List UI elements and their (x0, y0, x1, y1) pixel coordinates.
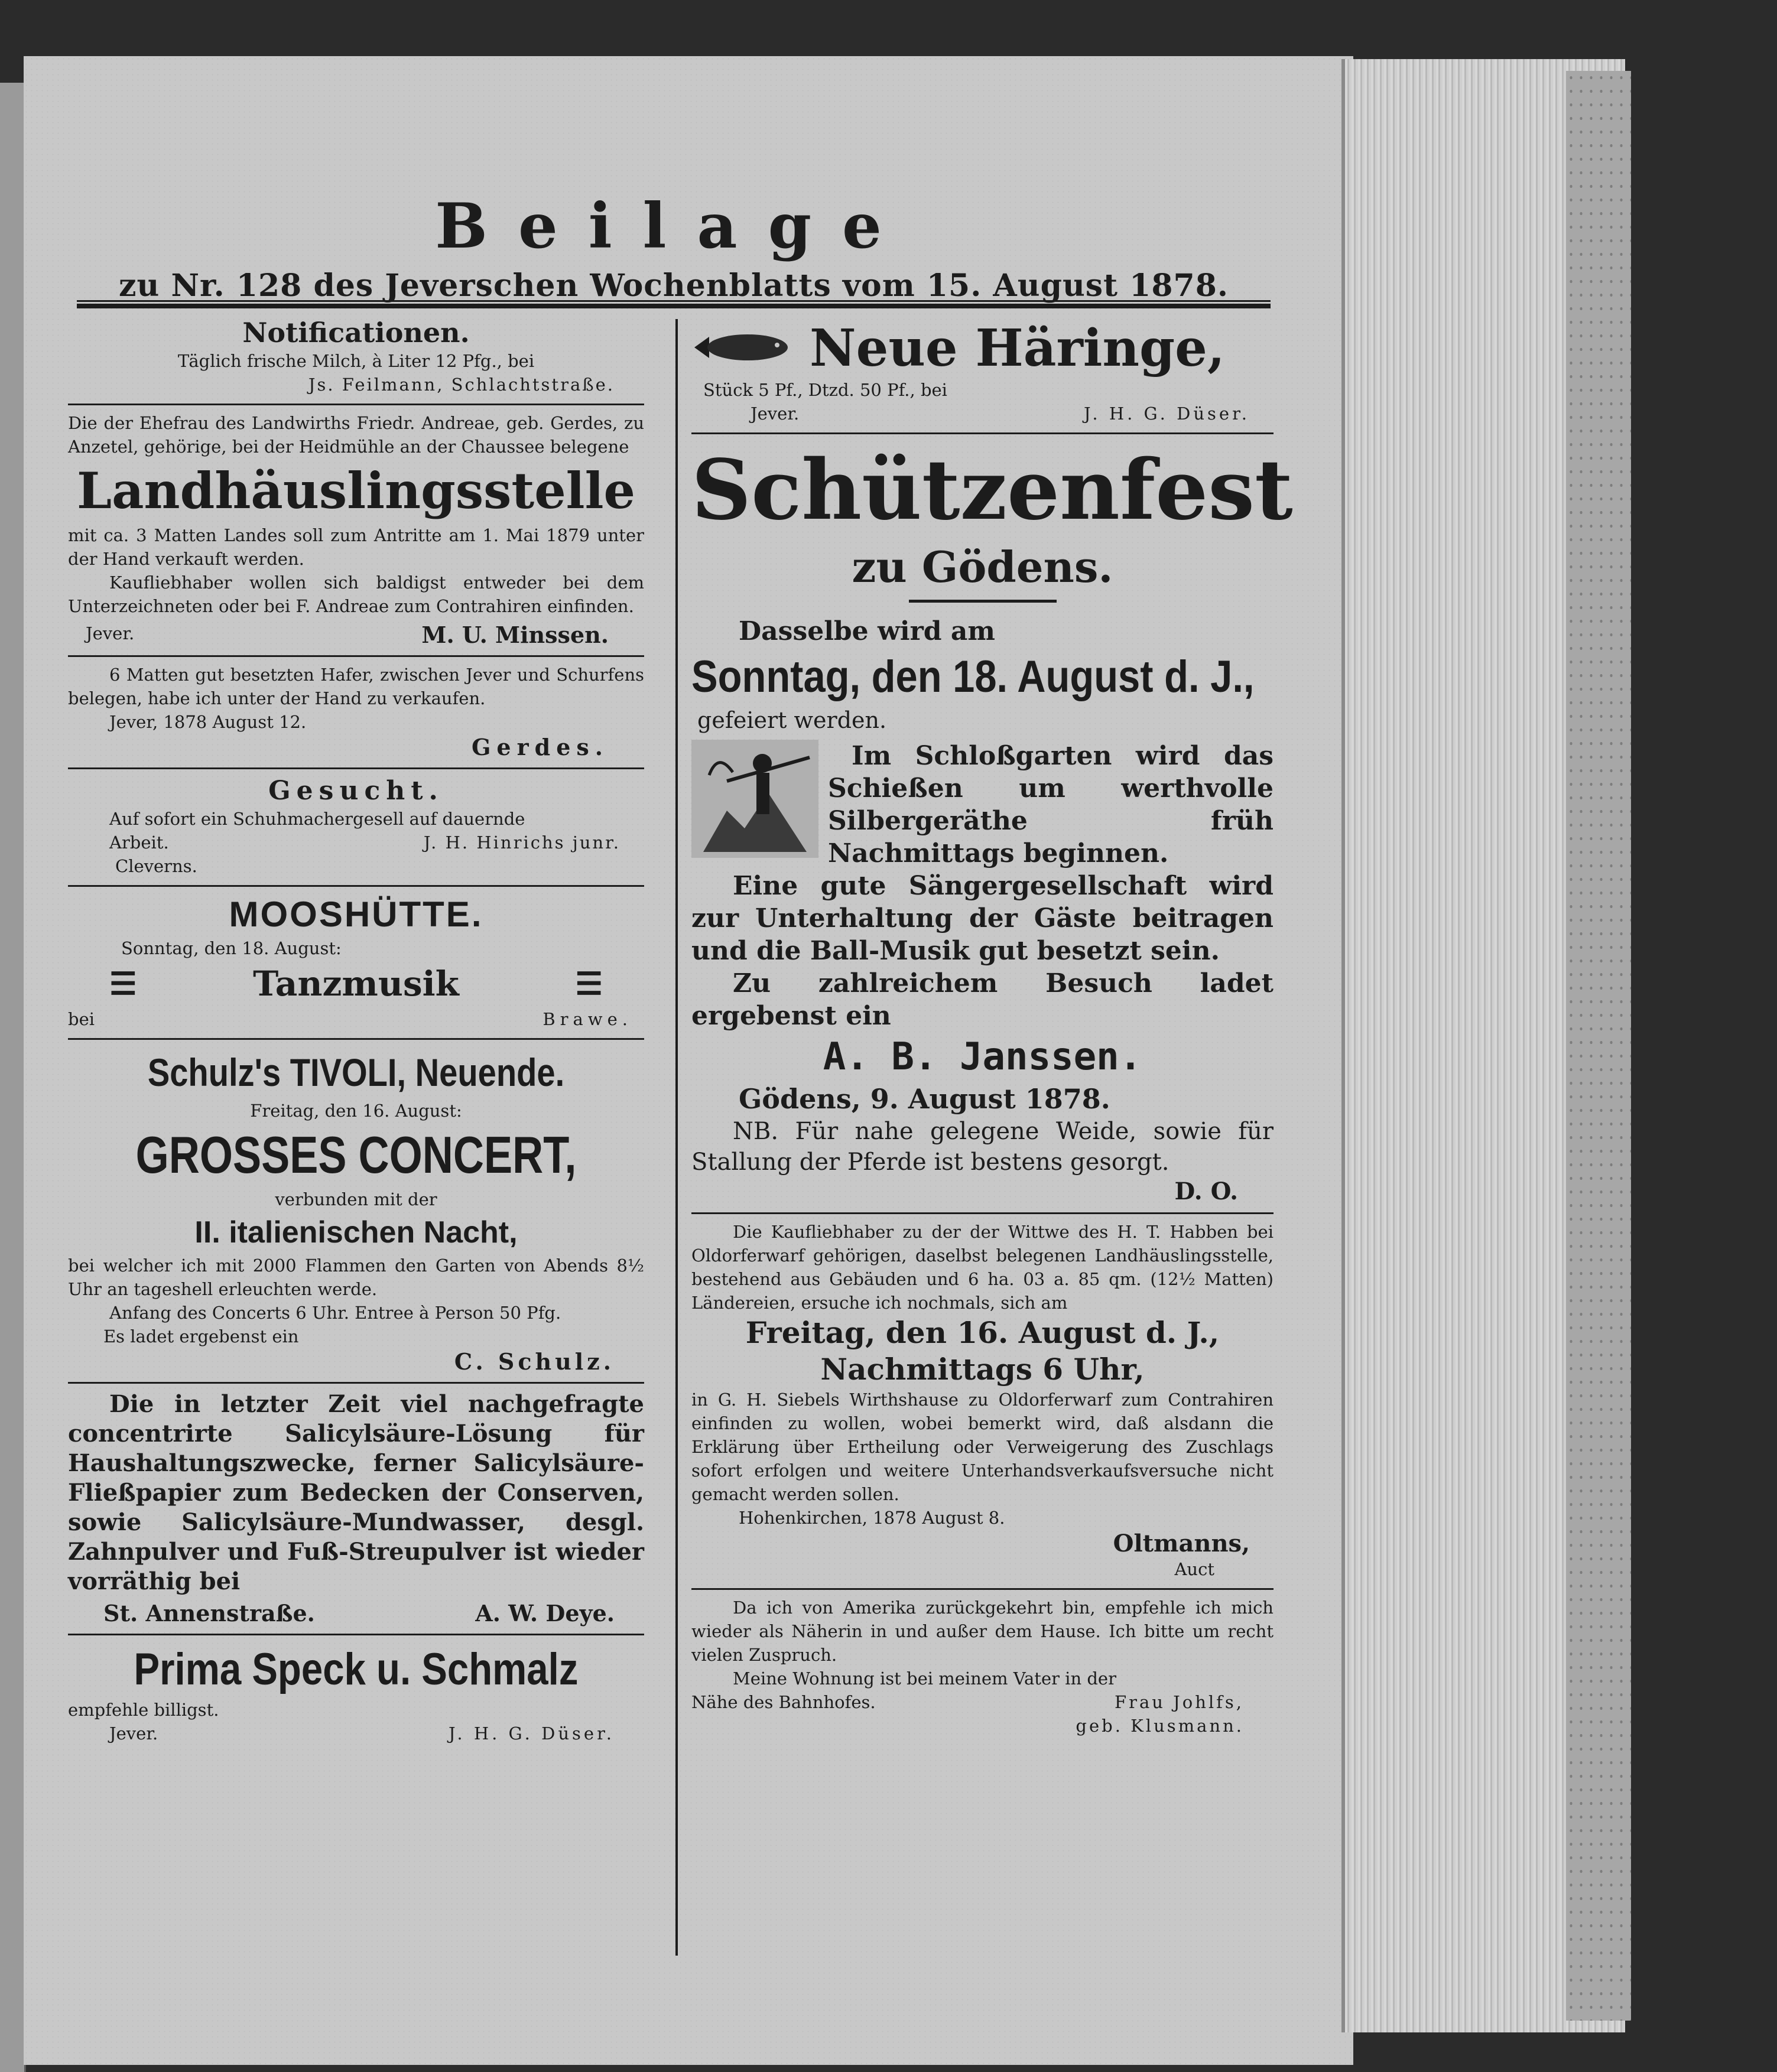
mooshuette-right-bar-icon: ☰ (575, 965, 603, 1002)
supplement-title: Beilage (435, 189, 912, 262)
hafer-signer: Gerdes. (471, 734, 609, 760)
notification-line-1: Täglich frische Milch, à Liter 12 Pfg., bei (177, 351, 535, 371)
speck-line: empfehle billigst. (68, 1700, 219, 1720)
hafer-body: 6 Matten gut besetzten Hafer, zwischen Jever und Schurfens belegen, habe ich unter der Hand zu verkaufen. (68, 665, 644, 708)
column-rule (675, 319, 678, 1956)
haering-signer: J. H. G. Düser. (1084, 404, 1250, 424)
amerika-body-2b: Nähe des Bahnhofes. (691, 1692, 876, 1712)
haering-ad (691, 313, 1274, 434)
header-rule (77, 300, 1271, 308)
schuetzenfest-celebrated: gefeiert werden. (697, 707, 887, 733)
mooshuette-host: Brawe. (542, 1009, 632, 1029)
notification-ad (68, 310, 644, 405)
notification-heading: Notificationen. (242, 317, 470, 349)
amerika-body-1: Da ich von Amerika zurückgekehrt bin, empfehle ich mich wieder als Näherin in und außer dem Hause. Ich bitte um recht vielen Zuspruch. (691, 1598, 1274, 1665)
schuetzenfest-initials: D. O. (1174, 1178, 1238, 1205)
mooshuette-title: MOOSHÜTTE. (229, 894, 483, 934)
hafer-ad (68, 657, 644, 769)
supplement-subtitle: zu Nr. 128 des Jeverschen Wochenblatts vom 15. August 1878. (119, 268, 1229, 304)
book-left-edge (0, 83, 26, 2072)
amerika-ad (691, 1590, 1274, 1745)
landhaus-ad (68, 405, 644, 657)
mooshuette-date: Sonntag, den 18. August: (121, 938, 342, 958)
schuetzenfest-divider (909, 600, 1057, 603)
landhaus-body-1: mit ca. 3 Matten Landes soll zum Antritte am 1. Mai 1879 unter der Hand verkauft werden. (68, 525, 644, 569)
mooshuette-bei: bei (68, 1009, 95, 1029)
schuetzenfest-body-2: Eine gute Sängergesellschaft wird zur Unterhaltung der Gäste beitragen und die Ball-Musik gut besetzt sein. (691, 871, 1274, 966)
tivoli-start: Anfang des Concerts 6 Uhr. Entree à Person 50 Pfg. (109, 1303, 561, 1323)
tivoli-night: II. italienischen Nacht, (194, 1215, 518, 1250)
schuetzenfest-title: Schützenfest (691, 442, 1293, 539)
habben-signer: Oltmanns, (1113, 1530, 1250, 1557)
schuetzenfest-body-1: Im Schloßgarten wird das Schießen um werthvolle Silbergeräthe früh Nachmittags beginnen. (828, 741, 1274, 869)
tivoli-title: Schulz's TIVOLI, Neuende. (147, 1050, 565, 1094)
schuetzenfest-body-3: Zu zahlreichem Besuch ladet ergebenst ein (691, 968, 1274, 1031)
haering-place: Jever. (751, 404, 800, 424)
habben-body-2: in G. H. Siebels Wirthshause zu Oldorferwarf zum Contrahiren einfinden zu wollen, wobei bemerkt wird, daß alsdann die Erklärung über Ertheilung oder Verweigerung des Zuschlags sofort erfolgen und weitere Unterhandsverkaufsversuche nicht gemacht werden sollen. (691, 1390, 1274, 1504)
salicyl-ad (68, 1384, 644, 1635)
gesucht-place: Cleverns. (115, 856, 197, 876)
habben-date-2: Nachmittags 6 Uhr, (820, 1352, 1145, 1387)
habben-body-1: Die Kaufliebhaber zu der der Wittwe des H. T. Habben bei Oldorferwarf gehörigen, daselbst belegenen Landhäuslingsstelle, bestehend aus Gebäuden und 6 ha. 03 a. 85 qm. (12½ Matten) Ländereien, ersuche ich nochmals, sich am (691, 1222, 1274, 1313)
schuetzenfest-ad (691, 434, 1293, 1214)
speck-signer: J. H. G. Düser. (449, 1723, 615, 1744)
marksman-illustration-icon (691, 740, 818, 870)
landhaus-signer: M. U. Minssen. (421, 622, 609, 648)
tivoli-body: bei welcher ich mit 2000 Flammen den Garten von Abends 8½ Uhr an tageshell erleuchten werde. (68, 1255, 644, 1299)
schuetzenfest-sub: zu Gödens. (852, 542, 1113, 592)
hafer-date: Jever, 1878 August 12. (109, 712, 307, 732)
schuetzenfest-nb: NB. Für nahe gelegene Weide, sowie für Stallung der Pferde ist bestens gesorgt. (691, 1118, 1274, 1176)
notification-line-2: Js. Feilmann, Schlachtstraße. (308, 375, 615, 395)
tivoli-invite: Es ladet ergebenst ein (103, 1326, 299, 1346)
tivoli-ad (68, 1040, 644, 1384)
gesucht-line-1: Auf sofort ein Schuhmachergesell auf dauernde (109, 809, 525, 829)
speck-ad (68, 1635, 644, 1752)
gesucht-line-2a: Arbeit. (109, 832, 169, 853)
habben-date-1: Freitag, den 16. August d. J., (745, 1315, 1220, 1350)
salicyl-signer: A. W. Deye. (475, 1600, 615, 1627)
landhaus-intro: Die der Ehefrau des Landwirths Friedr. Andreae, geb. Gerdes, zu Anzetel, gehörige, bei der Heidmühle an der Chaussee belegene (68, 413, 644, 457)
schuetzenfest-dateline: Gödens, 9. August 1878. (739, 1083, 1110, 1115)
left-column (68, 310, 644, 1752)
speck-place: Jever. (109, 1723, 158, 1744)
salicyl-place: St. Annenstraße. (103, 1600, 315, 1627)
fish-icon (691, 330, 792, 367)
amerika-body-2a: Meine Wohnung ist bei meinem Vater in der (733, 1668, 1116, 1689)
schuetzenfest-intro: Dasselbe wird am (739, 616, 995, 646)
gesucht-heading: Gesucht. (268, 776, 444, 806)
amerika-nee: geb. Klusmann. (1076, 1716, 1244, 1736)
landhaus-title: Landhäuslingsstelle (77, 461, 635, 520)
habben-ad (691, 1214, 1274, 1590)
amerika-signer: Frau Johlfs, (1114, 1692, 1244, 1712)
tivoli-concert: GROSSES CONCERT, (135, 1126, 577, 1184)
tivoli-date: Freitag, den 16. August: (250, 1101, 462, 1121)
mooshuette-left-bar-icon: ☰ (109, 965, 137, 1002)
landhaus-body-2: Kaufliebhaber wollen sich baldigst entweder bei dem Unterzeichneten oder bei F. Andreae zum Contrahiren einfinden. (68, 573, 644, 616)
mooshuette-music: Tanzmusik (253, 964, 459, 1004)
tivoli-with: verbunden mit der (275, 1189, 437, 1209)
tivoli-signer: C. Schulz. (454, 1348, 615, 1375)
mooshuette-ad (68, 887, 644, 1040)
schuetzenfest-date: Sonntag, den 18. August d. J., (691, 652, 1255, 702)
schuetzenfest-signer: A. B. Janssen. (823, 1035, 1142, 1079)
habben-role: Auct (1174, 1559, 1214, 1579)
haering-line-1: Stück 5 Pf., Dtzd. 50 Pf., bei (703, 380, 947, 400)
habben-dateline: Hohenkirchen, 1878 August 8. (739, 1508, 1005, 1528)
speck-title: Prima Speck u. Schmalz (134, 1644, 579, 1694)
haering-title: Neue Häringe, (810, 318, 1225, 378)
landhaus-place: Jever. (86, 623, 135, 643)
book-cover-edge (1566, 71, 1631, 2021)
right-column (691, 313, 1293, 1745)
gesucht-signer: J. H. Hinrichs junr. (423, 832, 621, 853)
supplement-header (77, 189, 1271, 304)
salicyl-body: Die in letzter Zeit viel nachgefragte concentrirte Salicylsäure-Lösung für Haushaltungszwecke, ferner Salicylsäure-Fließpapier zum Bedecken der Conserven, sowie Salicylsäure-Mundwasser, desgl. Zahnpulver und Fuß-Streupulver ist wieder vorräthig bei (68, 1390, 644, 1595)
gesucht-ad (68, 769, 644, 887)
